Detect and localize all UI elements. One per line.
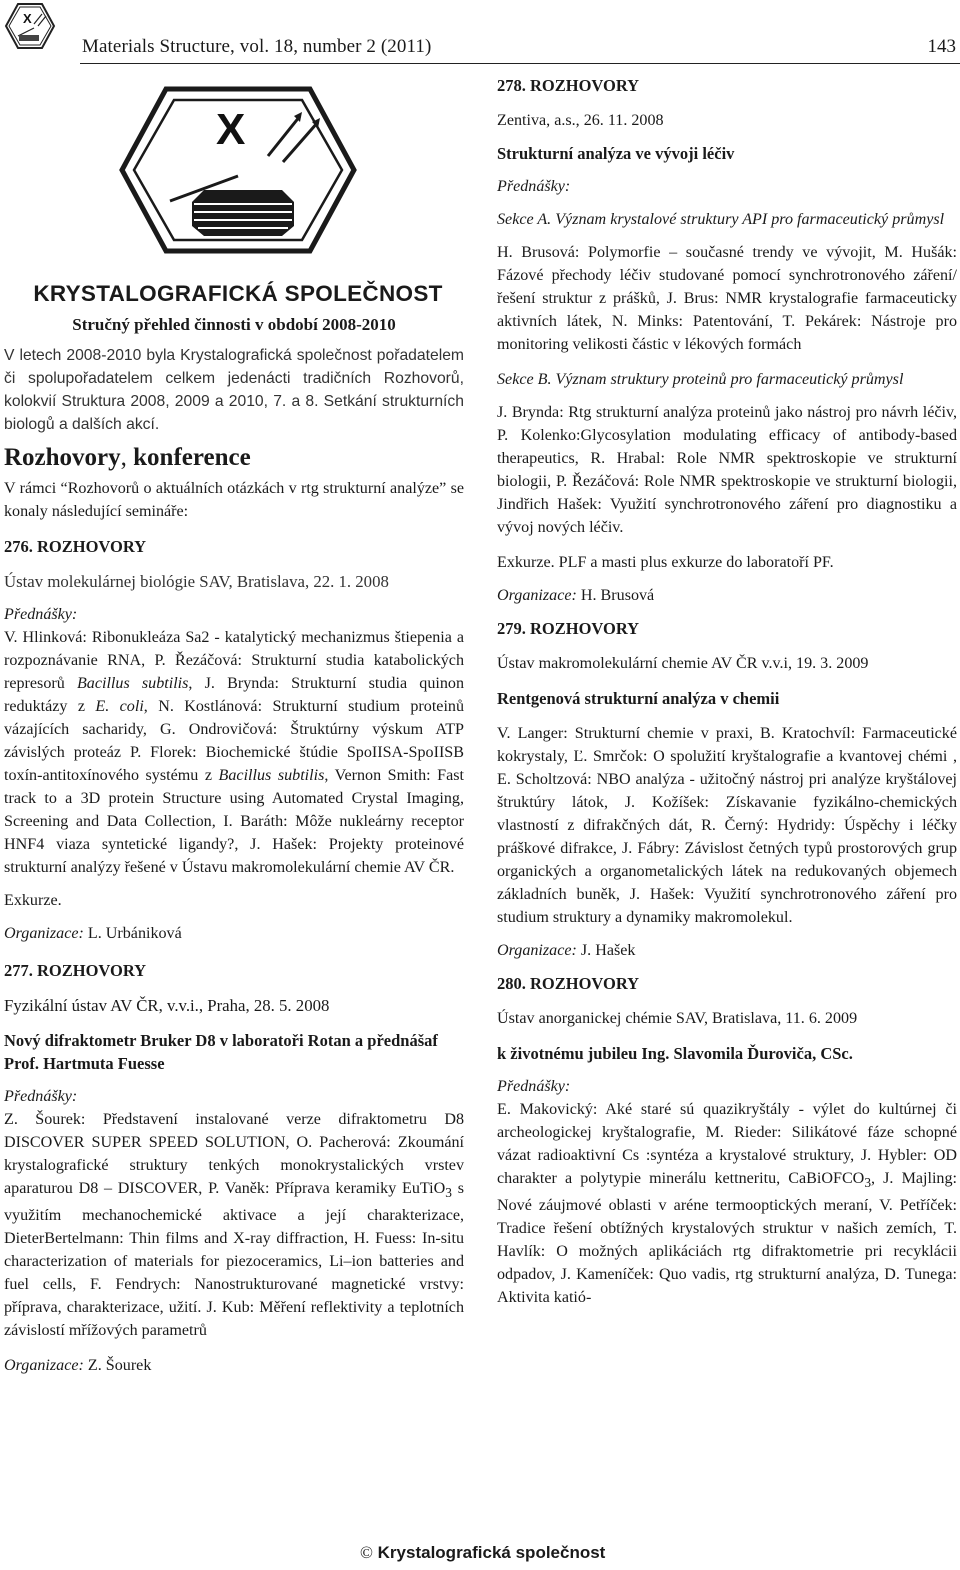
r280-title: k životnému jubileu Ing. Slavomila Ďuroviča, CSc. [497, 1044, 853, 1063]
r279-heading: 279. ROZHOVORY [497, 619, 640, 638]
intro-paragraph: V letech 2008-2010 byla Krystalografická společnost pořadatelem či spolupořadatelem celkem jedenácti tradičních Rozhovorů, kolokvií Struktura 2008, 2009 a 2010, 7. a 8. Setkání strukturních biologů a dalších akcí. [4, 347, 464, 433]
r277-title: Nový difraktometr Bruker D8 v laboratoři Rotan a přednášaf Prof. Hartmuta Fuesse [4, 1031, 438, 1073]
svg-text:X: X [23, 11, 32, 26]
report-subtitle: Stručný přehled činnosti v období 2008-2010 [72, 315, 396, 334]
r278-lectures-label: Přednášky: [497, 178, 571, 195]
r277-venue: Fyzikální ústav AV ČR, v.v.i., Praha, 28. 5. 2008 [4, 996, 330, 1015]
section-title: Rozhovory, konference [4, 444, 251, 471]
r276-heading: 276. ROZHOVORY [4, 537, 147, 556]
page-number: 143 [927, 36, 956, 57]
r276-venue: Ústav molekulárnej biológie SAV, Bratislava, 22. 1. 2008 [4, 572, 389, 591]
r278-excursion: Exkurze. PLF a masti plus exkurze do laboratoří PF. [497, 554, 834, 571]
r276-lectures: V. Hlinková: Ribonukleáza Sa2 - katalytický mechanizmus štiepenia a rozpoznávanie RNA, P. Řezáčová: Strukturní studia katabolických represorů Bacillus subtilis, J. Brynda: Strukturní studia quinon reduktázy z E. coli, N. Kostlánová: Strukturní studium proteinů vázajících sacharidy, G. Ondrovičová: Štruktúrny výskum ATP závislých proteáz P. Florek: Biochemické štúdie SpoIISA-SpoIISB toxín-antitoxínového systému z Bacillus subtilis, Vernon Smith: Fast track to a 3D protein Structure using Automated Crystal Imaging, Screening and Data Collection, I. Baráth: Môže nukleárny receptor HNF4 viaza syntetické ligandy?, J. Hašek: Projekty proteinové strukturní analýzy řešené v Ústavu makromolekulární chemie AV ČR. [4, 629, 465, 876]
r278-title: Strukturní analýza ve vývoji léčiv [497, 144, 735, 163]
r280-heading: 280. ROZHOVORY [497, 974, 640, 993]
org-title: KRYSTALOGRAFICKÁ SPOLEČNOST [33, 281, 443, 306]
r276-organizer: Organizace: L. Urbániková [4, 925, 182, 942]
r278-organizer: Organizace: H. Brusová [497, 587, 655, 604]
left-column [4, 282, 464, 1377]
r279-organizer: Organizace: J. Hašek [497, 942, 636, 959]
r277-organizer: Organizace: Z. Šourek [4, 1357, 152, 1375]
r278-section-a: Sekce A. Význam krystalové struktury API pro farmaceutický průmysl [497, 211, 945, 228]
r280-lectures: E. Makovický: Aké staré sú quazikryštály - výlet do kultúrnej či archeologickej kryštalografie, M. Rieder: Silikátové fáze schopné vázat radioaktivní Cs :syntéza a krystalové struktury, J. Hybler: OD charakter a polytypie minerálu kettneritu, CaBiOFCO$_3$, J. Majling: Nové záujmové oblasti v aréne termooptických meraní, V. Petříček: Tradice řešení obtížných krystalových struktur v našich zemích, T. Havlík: O možných aplikáciách rtg difraktometrie pri recyklácii odpadov, J. Kameníček: Quo vadis, rtg strukturní analýza, D. Tunega: Aktivita katió- [497, 1101, 957, 1307]
r278-section-a-text: H. Brusová: Polymorfie – současné trendy ve vývojit, M. Hušák: Fázové přechody léčiv studované pomocí synchrotronového záření/ řešení struktur z prášků, J. Brus: NMR krystalografie farmaceuticky aktivních látek, N. Minks: Patentování, T. Pekárek: Nástroje pro monitoring velikosti částic v lékových formách [497, 244, 957, 353]
r278-heading: 278. ROZHOVORY [497, 76, 640, 95]
r276-lectures-label: Přednášky: [4, 606, 78, 623]
r278-venue: Zentiva, a.s., 26. 11. 2008 [497, 112, 664, 129]
r276-excursion: Exkurze. [4, 892, 62, 909]
right-column [497, 74, 957, 1309]
r280-lectures-label: Přednášky: [497, 1078, 571, 1095]
section-intro: V rámci “Rozhovorů o aktuálních otázkách v rtg strukturní analýze” se konaly následující semináře: [4, 480, 464, 520]
society-logo-icon [118, 86, 358, 254]
r278-section-b-text: J. Brynda: Rtg strukturní analýza proteinů jako nástroj pro návrh léčiv, P. Kolenko:Glycosylation modulating efficacy of antibody-based therapeutics, R. Hrabal: Role NMR spektroskopie ve strukturní biologii, P. Řezáčová: Role NMR spektroskopie ve strukturní biologii, Jindřich Hašek: Využití synchrotronového záření pro diagnostiku a vývoj nových léčiv. [497, 404, 957, 536]
r277-lectures-label: Přednášky: [4, 1088, 78, 1105]
r277-lectures: Z. Šourek: Představení instalované verze difraktometru D8 DISCOVER SUPER SPEED SOLUTION, O. Pacherová: Zkoumání krystalografické struktury tenkých monokrystalických vrstev aparaturou D8 – DISCOVER, P. Vaněk: Příprava keramiky EuTiO$_3$ s využitím mechanochemické aktivace a její charakterizace, DieterBertelmann: Thin films and X-ray diffraction, H. Fuess: In-situ characterization of materials for piezoceramics, Li–ion batteries and fuel cells, F. Fendrych: Nanostrukturované magnetické vrstvy: příprava, charakterizace, užití. J. Kub: Měření reflektivity a teplotních závislostí mřížových parametrů [4, 1111, 464, 1340]
r279-title: Rentgenová strukturní analýza v chemii [497, 689, 780, 708]
footer-copyright: © Krystalografická společnost [360, 1543, 606, 1562]
r279-venue: Ústav makromolekulární chemie AV ČR v.v.i, 19. 3. 2009 [497, 655, 869, 672]
r278-section-b: Sekce B. Význam struktury proteinů pro farmaceutický průmysl [497, 371, 904, 388]
r280-venue: Ústav anorganickej chémie SAV, Bratislava, 11. 6. 2009 [497, 1010, 858, 1027]
r277-heading: 277. ROZHOVORY [4, 961, 147, 980]
r279-lectures: V. Langer: Strukturní chemie v praxi, B. Kratochvíl: Farmaceutické kokrystaly, Ľ. Smrčok: O spolužití kryštalografie a kvantovej chémi , E. Scholtzová: NBO analýza - užitočný nástroj pri analýze kryštálovej štruktúry látok, J. Kožíšek: Získavanie fyzikálno-chemických vlastností z difrakčných dát, R. Černý: Hydridy: Úspěchy i léčky práškové difrakce, J. Fábry: Závislost četných typů prostorových grup organických a organometalických látek na redukovaných objemech základních buněk, J. Hašek: Využití synchrotronového záření pro studium struktury a dynamiky makromolekul. [497, 725, 957, 926]
svg-text:X: X [216, 105, 246, 154]
header-rule [80, 63, 960, 64]
society-logo-small-icon [4, 2, 56, 50]
journal-header: Materials Structure, vol. 18, number 2 (2011) [82, 36, 432, 57]
